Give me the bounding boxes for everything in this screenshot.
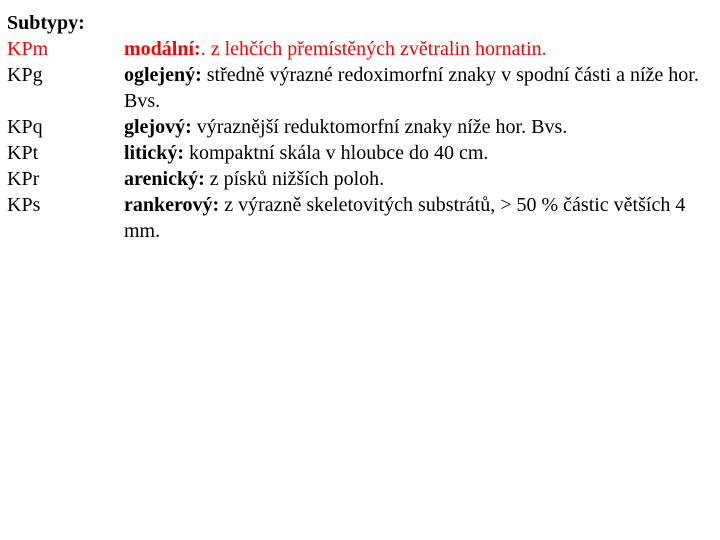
subtype-description [124, 62, 713, 114]
slide-content [7, 10, 713, 244]
subtype-description [124, 192, 713, 244]
subtype-description [124, 114, 713, 140]
subtype-text: kompaktní skála v hloubce do 40 cm. [184, 142, 489, 164]
subtypes-heading: Subtypy: [7, 12, 85, 34]
subtype-code: KPr [7, 168, 40, 190]
subtype-row-kps [7, 192, 713, 244]
subtype-text: z výrazně skeletovitých substrátů, > 50 % částic větších 4 mm. [124, 194, 686, 242]
subtype-row-kpq [7, 114, 713, 140]
subtype-code: KPq [7, 116, 43, 138]
subtype-row-kpr [7, 166, 713, 192]
subtype-code: KPm [7, 38, 49, 60]
subtype-row-kpg [7, 62, 713, 114]
subtype-description [124, 166, 713, 192]
subtype-description [124, 140, 713, 166]
subtype-row-kpt [7, 140, 713, 166]
subtype-term: litický: [124, 142, 184, 164]
subtype-term: oglejený: [124, 64, 202, 86]
subtype-text: z písků nižších poloh. [204, 168, 385, 190]
subtype-text: výraznější reduktomorfní znaky níže hor. Bvs. [191, 116, 568, 138]
subtype-term: modální: [124, 38, 201, 60]
subtype-term: arenický: [124, 168, 205, 190]
subtype-code: KPg [7, 64, 43, 86]
subtype-row-kpm [7, 36, 713, 62]
subtype-code: KPs [7, 194, 41, 216]
subtype-term: rankerový: [124, 194, 220, 216]
subtype-text: středně výrazné redoximorfní znaky v spodní části a níže hor. Bvs. [124, 64, 699, 112]
subtype-description [124, 36, 713, 62]
subtype-text: . z lehčích přemístěných zvětralin hornatin. [200, 38, 547, 60]
subtype-code: KPt [7, 142, 39, 164]
subtype-term: glejový: [124, 116, 192, 138]
